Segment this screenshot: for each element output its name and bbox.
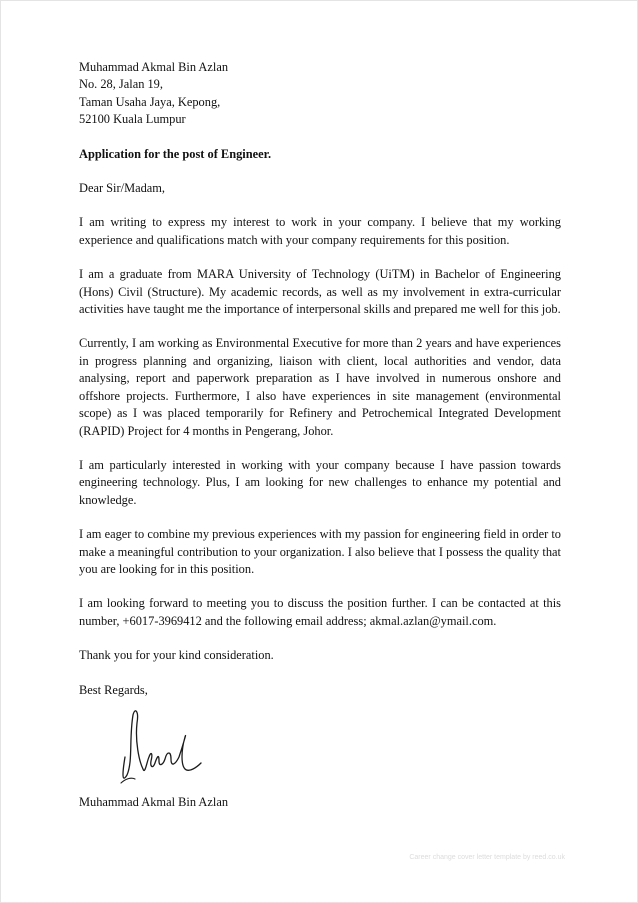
paragraph-experience: Currently, I am working as Environmental Executive for more than 2 years and have experiences in progress planning and organizing, liaison with client, local authorities and vendor, data analysing, report and paperwork preparation as I have involved in numerous onshore and offshore projects. Furthermore, I also have experiences in site management (environmental scope) as I was placed temporarily for Refinery and Petrochemical Integrated Development (RAPID) Project for 4 months in Pengerang, Johor.	[79, 336, 561, 438]
letter-body	[79, 59, 561, 811]
paragraph-education: I am a graduate from MARA University of Technology (UiTM) in Bachelor of Engineering (Hons) Civil (Structure). My academic records, as well as my involvement in extra-curricular activities have taught me the importance of interpersonal skills and prepared me well for this job.	[79, 267, 561, 317]
address-line-2: Taman Usaha Jaya, Kepong,	[79, 94, 221, 109]
paragraph-interest: I am particularly interested in working with your company because I have passion towards engineering technology. Plus, I am looking for new challenges to enhance my potential and knowledge.	[79, 457, 561, 507]
sender-address	[79, 59, 561, 129]
letter-subject: Application for the post of Engineer.	[79, 146, 272, 161]
signer-name: Muhammad Akmal Bin Azlan	[79, 794, 229, 809]
sender-name: Muhammad Akmal Bin Azlan	[79, 60, 229, 74]
address-line-1: No. 28, Jalan 19,	[79, 77, 163, 92]
paragraph-contact: I am looking forward to meeting you to discuss the position further. I can be contacted at this number, +6017-3969412 and the following email address; akmal.azlan@ymail.com.	[79, 596, 561, 628]
address-line-3: 52100 Kuala Lumpur	[79, 112, 186, 127]
closing-line: Thank you for your kind consideration.	[79, 648, 274, 663]
regards-line: Best Regards,	[79, 682, 148, 697]
paragraph-intro: I am writing to express my interest to work in your company. I believe that my working experience and qualifications match with your company requirements for this position.	[79, 215, 561, 247]
watermark-text: Career change cover letter template by reed.co.uk	[409, 854, 565, 861]
handwritten-signature	[119, 707, 229, 789]
salutation: Dear Sir/Madam,	[79, 181, 166, 196]
paragraph-contribution: I am eager to combine my previous experiences with my passion for engineering field in order to make a meaningful contribution to your organization. I also believe that I possess the quality that you are looking for in this position.	[79, 527, 561, 576]
